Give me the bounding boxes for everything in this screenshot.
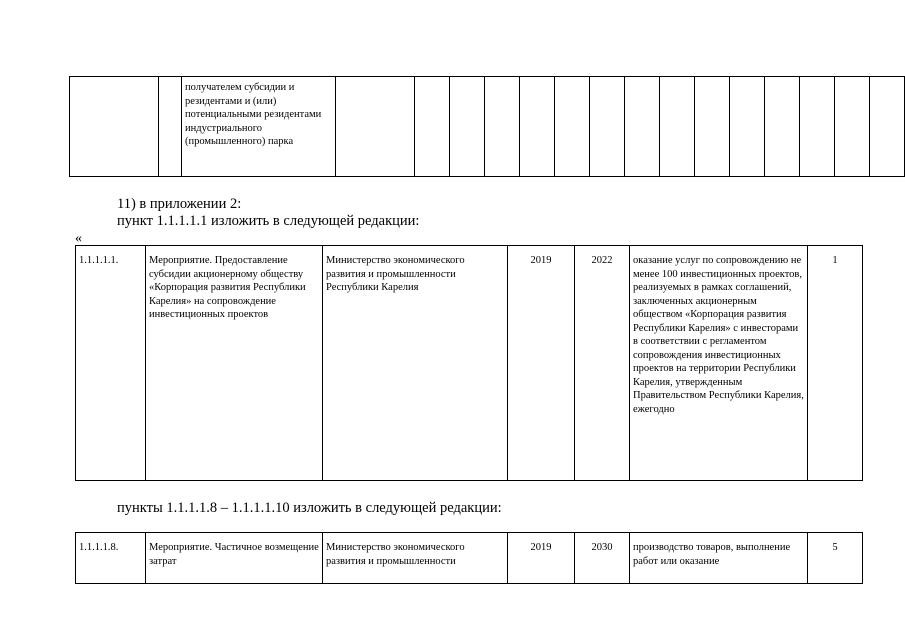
- executor-cell: Министерство экономического развития и промышленности: [323, 533, 508, 584]
- table-row: [76, 533, 863, 584]
- table-cell: [450, 77, 485, 177]
- item-heading: 11) в приложении 2:: [117, 196, 242, 212]
- instruction-text-2: пункты 1.1.1.1.8 – 1.1.1.1.10 изложить в следующей редакции:: [117, 500, 502, 516]
- table-row: [70, 77, 905, 177]
- table-cell: [336, 77, 415, 177]
- table-cell-text: получателем субсидии и резидентами и (или) потенциальными резидентами индустриального (промышленного) парка: [182, 77, 336, 177]
- table-cell: [765, 77, 800, 177]
- table-cell: [485, 77, 520, 177]
- table-cell: [625, 77, 660, 177]
- table-cell: [695, 77, 730, 177]
- activity-cell: Мероприятие. Частичное возмещение затрат: [146, 533, 323, 584]
- table-cell: [70, 77, 159, 177]
- table-cell: [870, 77, 905, 177]
- table-cell: [159, 77, 182, 177]
- executor-cell: Министерство экономического развития и промышленности Республики Карелия: [323, 246, 508, 481]
- end-year: 2022: [575, 246, 630, 481]
- table-cell: [835, 77, 870, 177]
- table-cell: [415, 77, 450, 177]
- start-year: 2019: [508, 533, 575, 584]
- table-cell: [800, 77, 835, 177]
- result-cell: производство товаров, выполнение работ или оказание: [630, 533, 808, 584]
- start-year: 2019: [508, 246, 575, 481]
- table-row: [76, 246, 863, 481]
- table-cell: [590, 77, 625, 177]
- end-year: 2030: [575, 533, 630, 584]
- indicator-link: 1: [808, 246, 863, 481]
- result-cell: оказание услуг по сопровождению не менее 100 инвестиционных проектов, реализуемых в рамках соглашений, заключенных акционерным обществом «Корпорация развития Республики Карелия» с инвесторами в соответствии с регламентом сопровождения инвестиционных проектов на территории Республики Карелия, утвержденным Правительством Республики Карелия, ежегодно: [630, 246, 808, 481]
- open-quote: «: [75, 231, 82, 246]
- row-number: 1.1.1.1.8.: [76, 533, 146, 584]
- program-table: [75, 245, 863, 481]
- table-cell: [520, 77, 555, 177]
- program-table-2: [75, 532, 863, 584]
- table-cell: [660, 77, 695, 177]
- indicator-link: 5: [808, 533, 863, 584]
- row-number: 1.1.1.1.1.: [76, 246, 146, 481]
- table-cell: [730, 77, 765, 177]
- top-table-fragment: [69, 76, 905, 177]
- instruction-text: пункт 1.1.1.1.1 изложить в следующей редакции:: [117, 213, 420, 229]
- activity-cell: Мероприятие. Предоставление субсидии акционерному обществу «Корпорация развития Республики Карелия» на сопровождение инвестиционных проектов: [146, 246, 323, 481]
- table-cell: [555, 77, 590, 177]
